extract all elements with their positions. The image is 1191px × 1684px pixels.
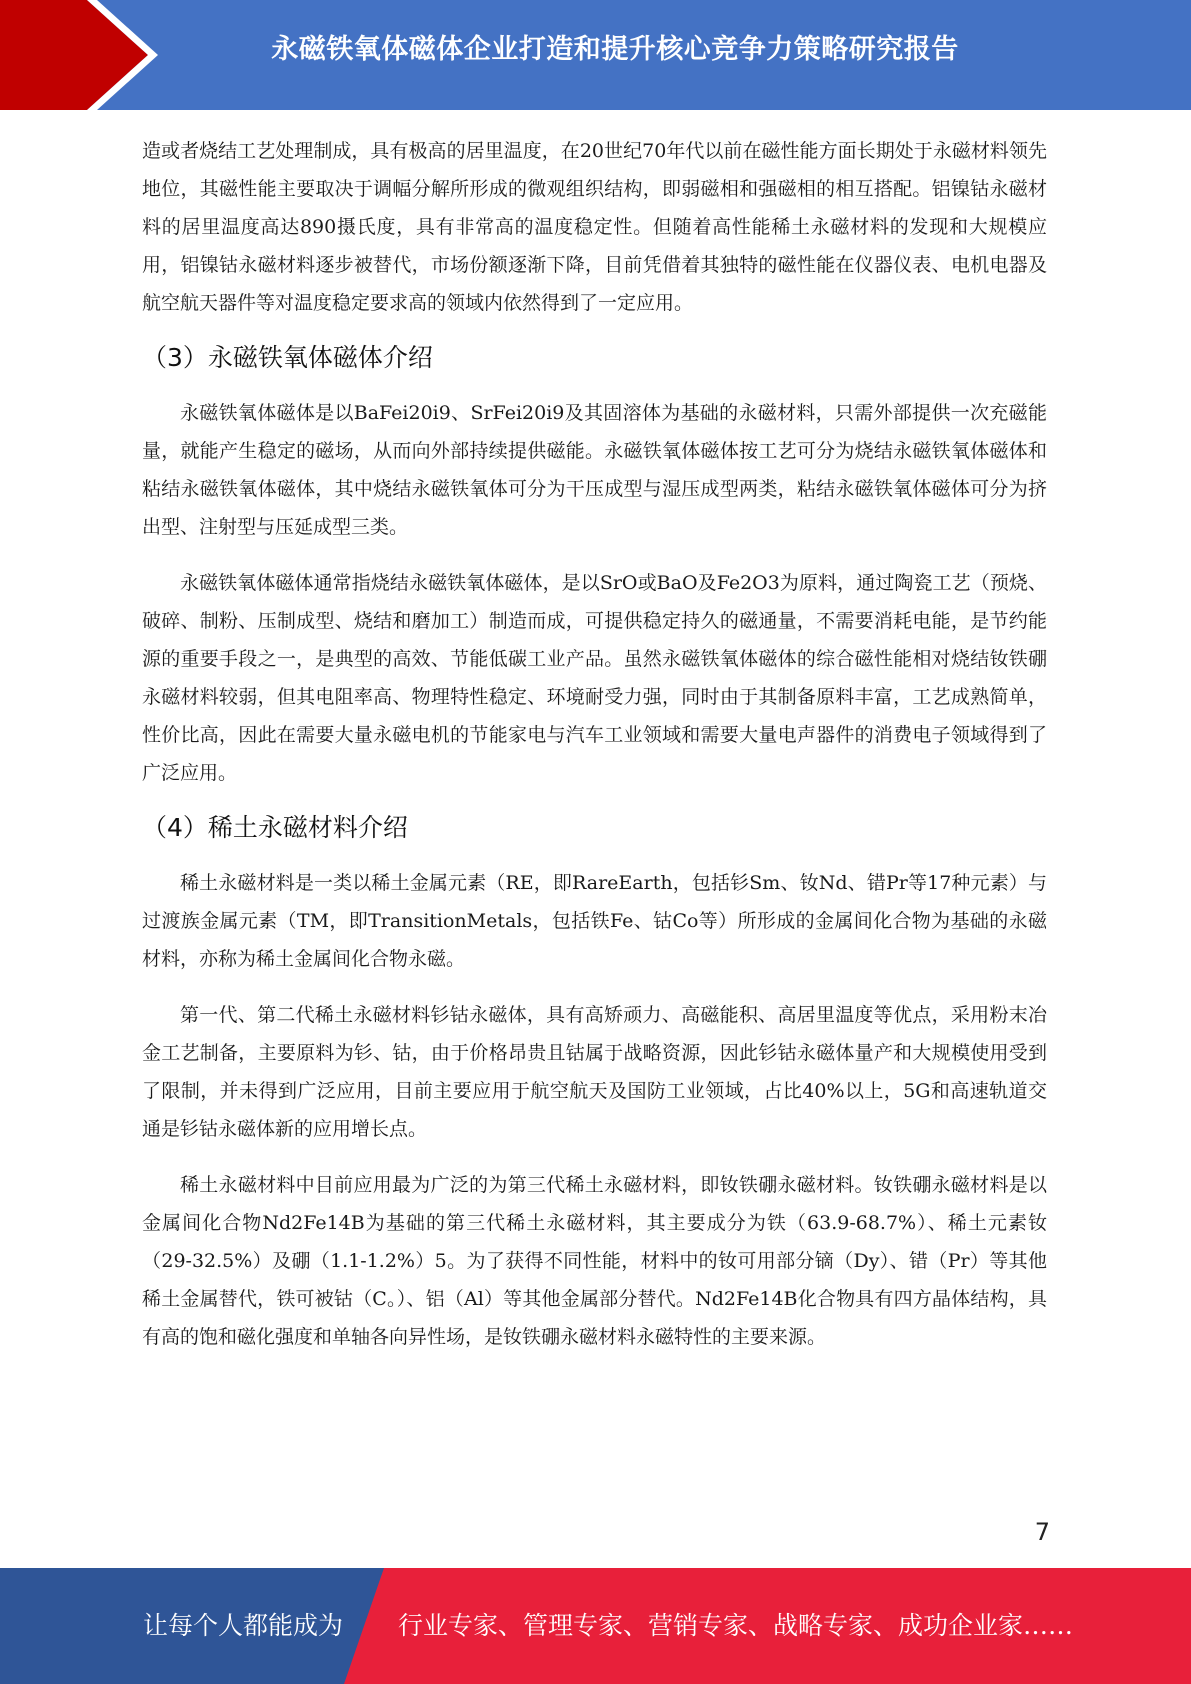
report-title: 永磁铁氧体磁体企业打造和提升核心竞争力策略研究报告 bbox=[271, 34, 959, 65]
section-heading-rare-earth: （4）稀土永磁材料介绍 bbox=[142, 813, 408, 842]
page-header bbox=[0, 0, 1191, 110]
page-content bbox=[142, 132, 1047, 1356]
header-arrow-icon bbox=[0, 0, 160, 110]
page-footer bbox=[0, 1568, 1191, 1684]
paragraph-sintered-ferrite: 永磁铁氧体磁体通常指烧结永磁铁氧体磁体，是以SrO或BaO及Fe2O3为原料，通过陶瓷工艺（预烧、破碎、制粉、压制成型、烧结和磨加工）制造而成，可提供稳定持久的磁通量，不需要消耗电能，是节约能源的重要手段之一，是典型的高效、节能低碳工业产品。虽然永磁铁氧体磁体的综合磁性能相对烧结钕铁硼永磁材料较弱，但其电阻率高、物理特性稳定、环境耐受力强，同时由于其制备原料丰富，工艺成熟简单，性价比高，因此在需要大量永磁电机的节能家电与汽车工业领域和需要大量电声器件的消费电子领域得到了广泛应用。 bbox=[142, 572, 1047, 784]
footer-slogan-left: 让每个人都能成为 bbox=[143, 1611, 344, 1640]
paragraph-ndfeb: 稀土永磁材料中目前应用最为广泛的为第三代稀土永磁材料，即钕铁硼永磁材料。钕铁硼永磁材料是以金属间化合物Nd2Fe14B为基础的第三代稀土永磁材料，其主要成分为铁（63.9-68.7%）、稀土元素钕（29-32.5%）及硼（1.1-1.2%）5。为了获得不同性能，材料中的钕可用部分镝（Dy）、错（Pr）等其他稀土金属替代，铁可被钴（C。）、铝（Al）等其他金属部分替代。Nd2Fe14B化合物具有四方晶体结构，具有高的饱和磁化强度和单轴各向异性场，是钕铁硼永磁材料永磁特性的主要来源。 bbox=[142, 1174, 1047, 1348]
paragraph-rare-earth-intro: 稀土永磁材料是一类以稀土金属元素（RE，即RareEarth，包括钐Sm、钕Nd、错Pr等17种元素）与过渡族金属元素（TM，即TransitionMetals，包括铁Fe、钴Co等）所形成的金属间化合物为基础的永磁材料，亦称为稀土金属间化合物永磁。 bbox=[142, 872, 1047, 970]
paragraph-aluminum-nickel-cobalt: 造或者烧结工艺处理制成，具有极高的居里温度，在20世纪70年代以前在磁性能方面长期处于永磁材料领先地位，其磁性能主要取决于调幅分解所形成的微观组织结构，即弱磁相和强磁相的相互搭配。铝镍钴永磁材料的居里温度高达890摄氏度，具有非常高的温度稳定性。但随着高性能稀土永磁材料的发现和大规模应用，铝镍钴永磁材料逐步被替代，市场份额逐渐下降，目前凭借着其独特的磁性能在仪器仪表、电机电器及航空航天器件等对温度稳定要求高的领域内依然得到了一定应用。 bbox=[142, 140, 1047, 314]
footer-slogan-right: 行业专家、管理专家、营销专家、战略专家、成功企业家…… bbox=[398, 1611, 1074, 1640]
page-number: 7 bbox=[1034, 1518, 1050, 1546]
paragraph-ferrite-intro: 永磁铁氧体磁体是以BaFei20i9、SrFei20i9及其固溶体为基础的永磁材料，只需外部提供一次充磁能量，就能产生稳定的磁场，从而向外部持续提供磁能。永磁铁氧体磁体按工艺可分为烧结永磁铁氧体磁体和粘结永磁铁氧体磁体，其中烧结永磁铁氧体可分为干压成型与湿压成型两类，粘结永磁铁氧体磁体可分为挤出型、注射型与压延成型三类。 bbox=[142, 402, 1047, 538]
paragraph-samarium-cobalt: 第一代、第二代稀土永磁材料钐钴永磁体，具有高矫顽力、高磁能积、高居里温度等优点，采用粉末冶金工艺制备，主要原料为钐、钴，由于价格昂贵且钴属于战略资源，因此钐钴永磁体量产和大规模使用受到了限制，并未得到广泛应用，目前主要应用于航空航天及国防工业领域，占比40%以上，5G和高速轨道交通是钐钴永磁体新的应用增长点。 bbox=[142, 1004, 1047, 1140]
section-heading-ferrite: （3）永磁铁氧体磁体介绍 bbox=[142, 343, 433, 372]
